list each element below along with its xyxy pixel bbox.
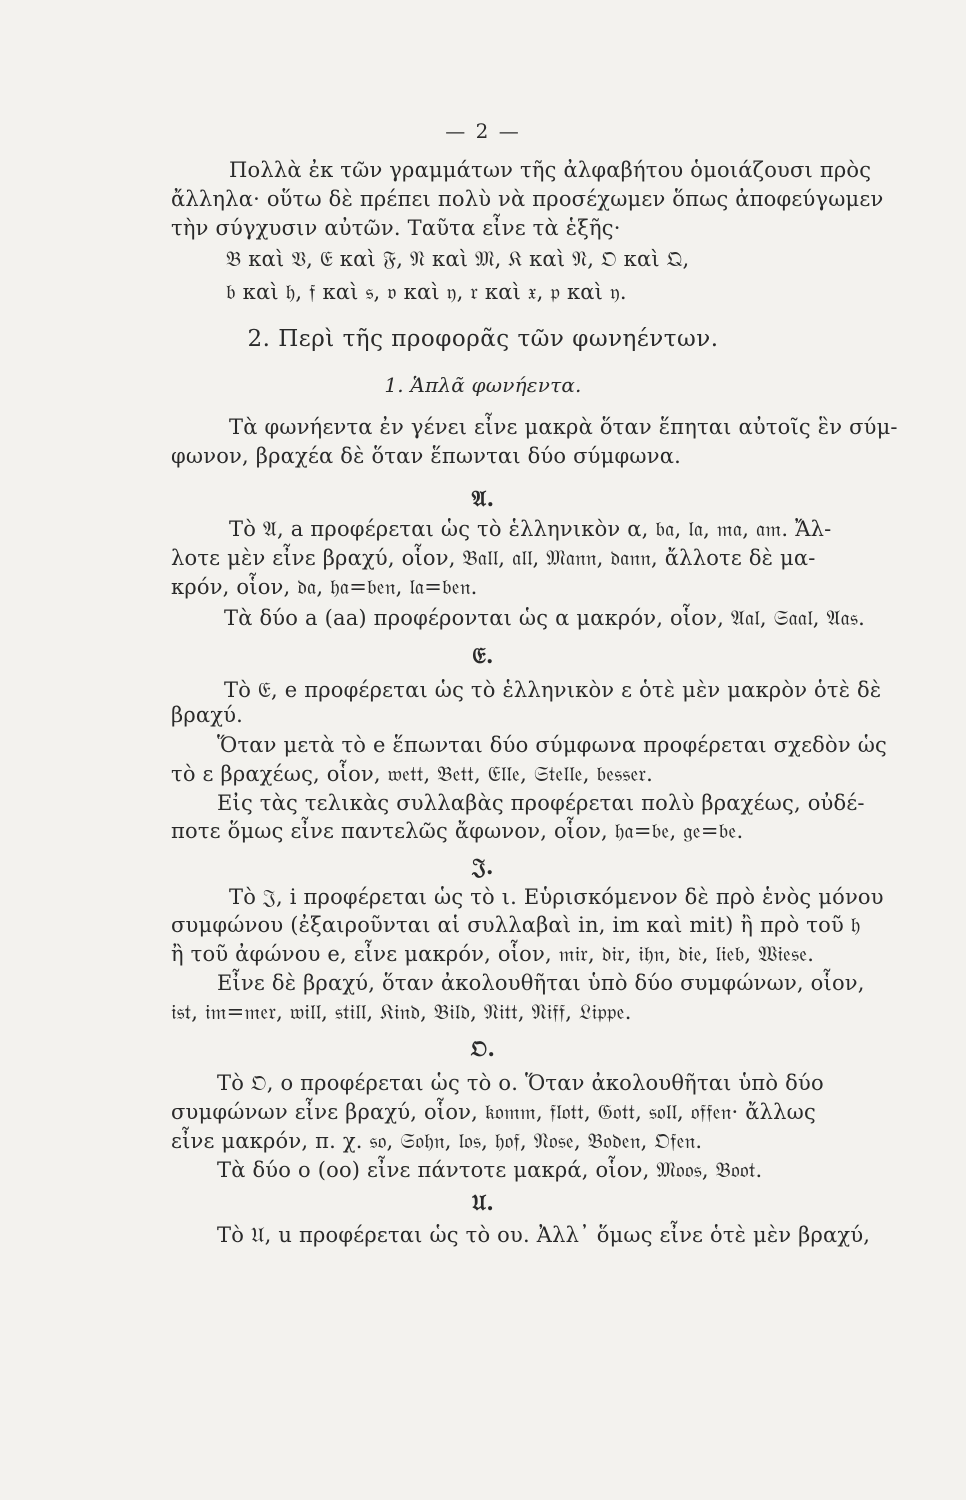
paragraph-line: βραχύ. — [171, 703, 244, 727]
paragraph-line: Τὸ 𝔄, a προφέρεται ὡς τὸ ἑλληνικὸν α, 𝔟𝔞, 𝔩𝔞, 𝔪𝔞, 𝔞𝔪. Ἄλ- — [229, 517, 832, 541]
paragraph-line: συμφώνου (ἐξαιροῦνται αἱ συλλαβαὶ in, im καὶ mit) ἢ πρὸ τοῦ 𝔥 — [171, 913, 861, 937]
paragraph-line: τὸ ε βραχέως, οἷον, 𝔴𝔢𝔱𝔱, 𝔅𝔢𝔱𝔱, 𝔈𝔩𝔩𝔢, 𝔖𝔱𝔢𝔩𝔩𝔢, 𝔟𝔢𝔰𝔰𝔢𝔯. — [171, 762, 654, 786]
intro-line: ἄλληλα· οὕτω δὲ πρέπει πολὺ νὰ προσέχωμεν ὅπως ἀποφεύγωμεν — [171, 187, 884, 211]
paragraph-line: 𝔦𝔰𝔱, 𝔦𝔪=𝔪𝔢𝔯, 𝔴𝔦𝔩𝔩, 𝔰𝔱𝔦𝔩𝔩, 𝔎𝔦𝔫𝔡, 𝔅𝔦𝔩𝔡, 𝔑𝔦𝔱𝔱, 𝔑𝔦𝔣𝔣, 𝔏𝔦𝔭𝔭𝔢. — [171, 1000, 632, 1024]
paragraph-line: Εἰς τὰς τελικὰς συλλαβὰς προφέρεται πολὺ βραχέως, οὐδέ- — [217, 791, 865, 815]
paragraph-line: Τὰ δύο a (aa) προφέρονται ὡς α μακρόν, οἷον, 𝔄𝔞𝔩, 𝔖𝔞𝔞𝔩, 𝔄𝔞𝔰. — [224, 606, 865, 630]
confusable-letters-line: 𝔅 καὶ 𝔙, 𝔈 καὶ 𝔉, 𝔑 καὶ 𝔐, 𝔎 καὶ 𝔑, 𝔒 καὶ 𝔔, — [226, 247, 690, 271]
paragraph-line: κρόν, οἷον, 𝔡𝔞, 𝔥𝔞=𝔟𝔢𝔫, 𝔩𝔞=𝔟𝔢𝔫. — [171, 575, 478, 599]
paragraph-line: συμφώνων εἶνε βραχύ, οἷον, 𝔨𝔬𝔪𝔪, 𝔣𝔩𝔬𝔱𝔱, 𝔊𝔬𝔱𝔱, 𝔰𝔬𝔩𝔩, 𝔬𝔣𝔣𝔢𝔫· ἄλλως — [171, 1100, 816, 1124]
paragraph-line: Ὅταν μετὰ τὸ e ἕπωνται δύο σύμφωνα προφέρεται σχεδὸν ὡς — [217, 733, 887, 757]
paragraph-line: ἢ τοῦ ἀφώνου e, εἶνε μακρόν, οἷον, 𝔪𝔦𝔯, 𝔡𝔦𝔯, 𝔦𝔥𝔫, 𝔡𝔦𝔢, 𝔩𝔦𝔢𝔟, 𝔚𝔦𝔢𝔰𝔢. — [171, 942, 815, 966]
letter-heading-a: 𝔄. — [471, 486, 495, 512]
paragraph-line: Τὸ 𝔘, u προφέρεται ὡς τὸ ου. Ἀλλ᾽ ὅμως εἶνε ὁτὲ μὲν βραχύ, — [217, 1223, 871, 1247]
paragraph-line: Τὸ 𝔈, e προφέρεται ὡς τὸ ἑλληνικὸν ε ὁτὲ μὲν μακρὸν ὁτὲ δὲ — [224, 678, 882, 702]
paragraph-line: λοτε μὲν εἶνε βραχύ, οἷον, 𝔅𝔞𝔩𝔩, 𝔞𝔩𝔩, 𝔐𝔞𝔫𝔫, 𝔡𝔞𝔫𝔫, ἄλλοτε δὲ μα- — [171, 546, 816, 570]
paragraph-line: Τὸ 𝔒, o προφέρεται ὡς τὸ ο. Ὅταν ἀκολουθῆται ὑπὸ δύο — [217, 1071, 824, 1095]
letter-heading-e: 𝔈. — [472, 643, 494, 669]
intro-line: Πολλὰ ἐκ τῶν γραμμάτων τῆς ἀλφαβήτου ὁμοιάζουσι πρὸς — [229, 158, 872, 182]
paragraph-line: εἶνε μακρόν, π. χ. 𝔰𝔬, 𝔖𝔬𝔥𝔫, 𝔩𝔬𝔰, 𝔥𝔬𝔣, 𝔑𝔬𝔰𝔢, 𝔅𝔬𝔡𝔢𝔫, 𝔒𝔣𝔢𝔫. — [171, 1129, 703, 1153]
section-heading: 2. Περὶ τῆς προφορᾶς τῶν φωνηέντων. — [247, 326, 719, 352]
section-intro-line: Τὰ φωνήεντα ἐν γένει εἶνε μακρὰ ὅταν ἕπηται αὐτοῖς ἓν σύμ- — [229, 415, 898, 439]
letter-heading-o: 𝔒. — [470, 1036, 496, 1062]
paragraph-line: Τὸ 𝔍, i προφέρεται ὡς τὸ ι. Εὑρισκόμενον δὲ πρὸ ἑνὸς μόνου — [229, 885, 884, 909]
intro-line: τὴν σύγχυσιν αὐτῶν. Ταῦτα εἶνε τὰ ἑξῆς· — [171, 216, 621, 240]
letter-heading-u: 𝔘. — [471, 1190, 495, 1216]
letter-heading-i: 𝔍. — [472, 854, 494, 880]
section-intro-line: φωνον, βραχέα δὲ ὅταν ἕπωνται δύο σύμφωνα. — [171, 444, 681, 468]
confusable-letters-line: 𝔟 καὶ 𝔥, 𝔣 καὶ 𝔰, 𝔳 καὶ 𝔶, 𝔯 καὶ 𝔵, 𝔭 καὶ 𝔶. — [226, 280, 627, 304]
paragraph-line: ποτε ὅμως εἶνε παντελῶς ἄφωνον, οἷον, 𝔥𝔞=𝔟𝔢, 𝔤𝔢=𝔟𝔢. — [171, 819, 744, 843]
page-number: — 2 — — [445, 119, 521, 143]
section-subheading: 1. Ἁπλᾶ φωνήεντα. — [384, 373, 582, 397]
paragraph-line: Εἶνε δὲ βραχύ, ὅταν ἀκολουθῆται ὑπὸ δύο συμφώνων, οἷον, — [217, 971, 865, 995]
paragraph-line: Τὰ δύο o (oo) εἶνε πάντοτε μακρά, οἷον, 𝔐𝔬𝔬𝔰, 𝔅𝔬𝔬𝔱. — [217, 1158, 763, 1182]
